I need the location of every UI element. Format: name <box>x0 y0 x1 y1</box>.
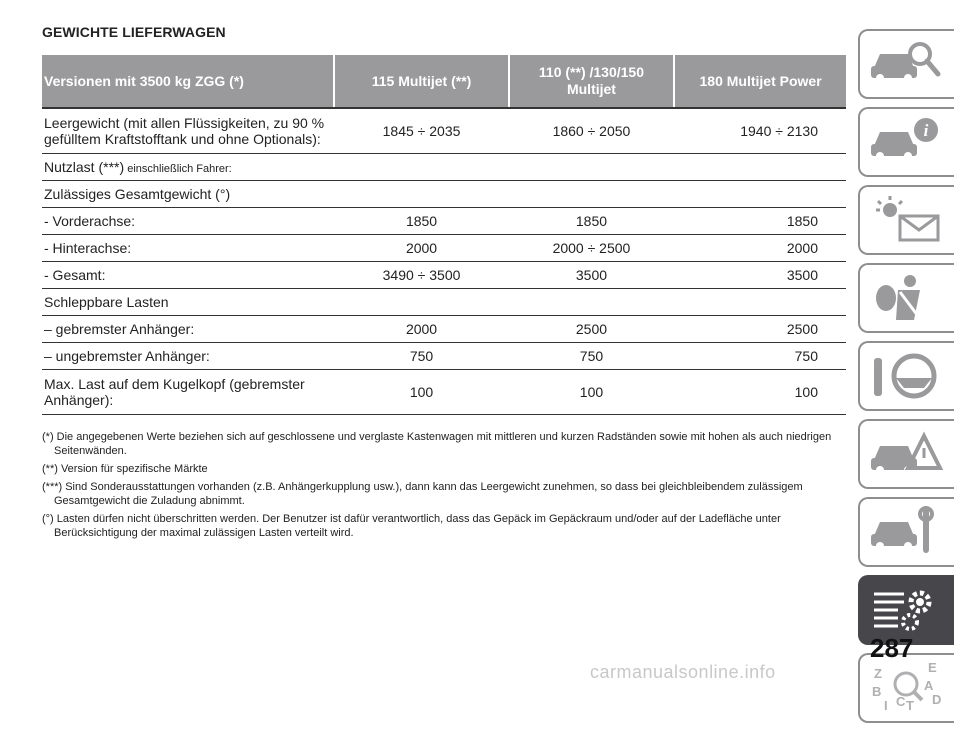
svg-text:Z: Z <box>874 666 882 681</box>
table-row <box>42 181 846 208</box>
svg-text:I: I <box>884 698 888 712</box>
footnote: (***) Sind Sonderausstattungen vorhanden (z.B. Anhängerkupplung usw.), dann kann das Leergewicht zunehmen, so dass bei gleichbleibendem zulässigem Gesamtgewicht die Zuladung abnimmt. <box>42 481 803 507</box>
value-cell: 2500 <box>674 316 846 343</box>
table-row <box>42 235 846 262</box>
value-cell: 1860 ÷ 2050 <box>509 108 674 154</box>
header-180-multijet-power: 180 Multijet Power <box>674 55 846 108</box>
value-cell: 3500 <box>509 262 674 289</box>
value-cell <box>509 289 674 316</box>
value-cell: 100 <box>509 370 674 415</box>
svg-text:D: D <box>932 692 942 707</box>
row-label: Schleppbare Lasten <box>42 289 334 316</box>
value-cell: 1850 <box>509 208 674 235</box>
value-cell <box>509 154 674 181</box>
value-cell <box>334 289 508 316</box>
value-cell: 1940 ÷ 2130 <box>674 108 846 154</box>
svg-text:B: B <box>872 684 882 699</box>
page-number: 287 <box>870 633 914 663</box>
value-cell: 2000 <box>674 235 846 262</box>
header-110-130-150-multijet: 110 (**) /130/150 Multijet <box>509 55 674 108</box>
value-cell: 2000 <box>334 235 508 262</box>
technical-data-icon <box>868 584 944 634</box>
footnote: (°) Lasten dürfen nicht überschritten werden. Der Benutzer ist dafür verantwortlich, dass das Gepäck im Gepäckraum und/oder auf der Ladefläche unter Berücksichtigung der maximal zulässigen Lasten verteilt wird. <box>42 513 781 539</box>
watermark: carmanualsonline.info <box>590 662 776 682</box>
chapter-tab-car-search[interactable] <box>858 29 954 99</box>
value-cell <box>334 181 508 208</box>
airbag-person-icon <box>868 272 944 322</box>
value-cell <box>674 154 846 181</box>
svg-text:C: C <box>896 694 906 709</box>
footnote: (**) Version für spezifische Märkte <box>42 463 208 475</box>
value-cell: 2000 ÷ 2500 <box>509 235 674 262</box>
chapter-tab-car-info[interactable] <box>858 107 954 177</box>
table-row <box>42 316 846 343</box>
table-row <box>42 343 846 370</box>
value-cell: 3490 ÷ 3500 <box>334 262 508 289</box>
table-row <box>42 370 846 415</box>
car-search-icon <box>868 38 944 88</box>
svg-text:i: i <box>923 121 929 140</box>
value-cell: 3500 <box>674 262 846 289</box>
value-cell: 750 <box>334 343 508 370</box>
warning-lights-icon <box>868 194 944 244</box>
row-label: – ungebremster Anhänger: <box>42 343 334 370</box>
row-label: - Vorderachse: <box>42 208 334 235</box>
chapter-tab-warning-lights[interactable] <box>858 185 954 255</box>
table-row <box>42 289 846 316</box>
row-label: – gebremster Anhänger: <box>42 316 334 343</box>
table-row <box>42 108 846 154</box>
table-row <box>42 262 846 289</box>
value-cell: 100 <box>334 370 508 415</box>
value-cell <box>334 154 508 181</box>
weights-table <box>42 55 846 415</box>
index-icon <box>868 662 944 712</box>
row-label: - Hinterachse: <box>42 235 334 262</box>
value-cell <box>674 181 846 208</box>
row-label: Zulässiges Gesamtgewicht (°) <box>42 181 334 208</box>
table-row <box>42 154 846 181</box>
svg-text:E: E <box>928 662 937 675</box>
value-cell: 750 <box>509 343 674 370</box>
car-info-icon <box>868 116 944 166</box>
car-breakdown-icon <box>868 428 944 478</box>
footnote: (*) Die angegebenen Werte beziehen sich auf geschlossene und verglaste Kastenwagen mit mittleren und kurzen Radständen sowie mit hohen als auch niedrigen Seitenwänden. <box>42 431 832 457</box>
header-versions: Versionen mit 3500 kg ZGG (*) <box>42 55 334 108</box>
table-header-row <box>42 55 846 108</box>
value-cell: 2000 <box>334 316 508 343</box>
chapter-tab-emergency[interactable] <box>858 419 954 489</box>
value-cell: 1850 <box>334 208 508 235</box>
svg-text:T: T <box>906 698 914 712</box>
header-115-multijet: 115 Multijet (**) <box>334 55 508 108</box>
steering-wheel-icon <box>868 350 944 400</box>
value-cell <box>509 181 674 208</box>
value-cell <box>674 289 846 316</box>
chapter-sidebar <box>858 29 960 731</box>
chapter-tab-maintenance[interactable] <box>858 497 954 567</box>
value-cell: 1845 ÷ 2035 <box>334 108 508 154</box>
value-cell: 100 <box>674 370 846 415</box>
row-label: Max. Last auf dem Kugelkopf (gebremster Anhänger): <box>42 370 334 415</box>
row-label: - Gesamt: <box>42 262 334 289</box>
row-label: Leergewicht (mit allen Flüssigkeiten, zu 90 % gefülltem Kraftstofftank und ohne Optionals): <box>42 108 334 154</box>
value-cell: 2500 <box>509 316 674 343</box>
footnotes <box>42 430 842 544</box>
page-title: GEWICHTE LIEFERWAGEN <box>42 24 226 40</box>
table-row <box>42 208 846 235</box>
row-label: Nutzlast (***) einschließlich Fahrer: <box>42 154 334 181</box>
value-cell: 1850 <box>674 208 846 235</box>
chapter-tab-starting-driving[interactable] <box>858 341 954 411</box>
svg-text:A: A <box>924 678 934 693</box>
value-cell: 750 <box>674 343 846 370</box>
chapter-tab-safety[interactable] <box>858 263 954 333</box>
car-maintenance-icon <box>868 506 944 556</box>
